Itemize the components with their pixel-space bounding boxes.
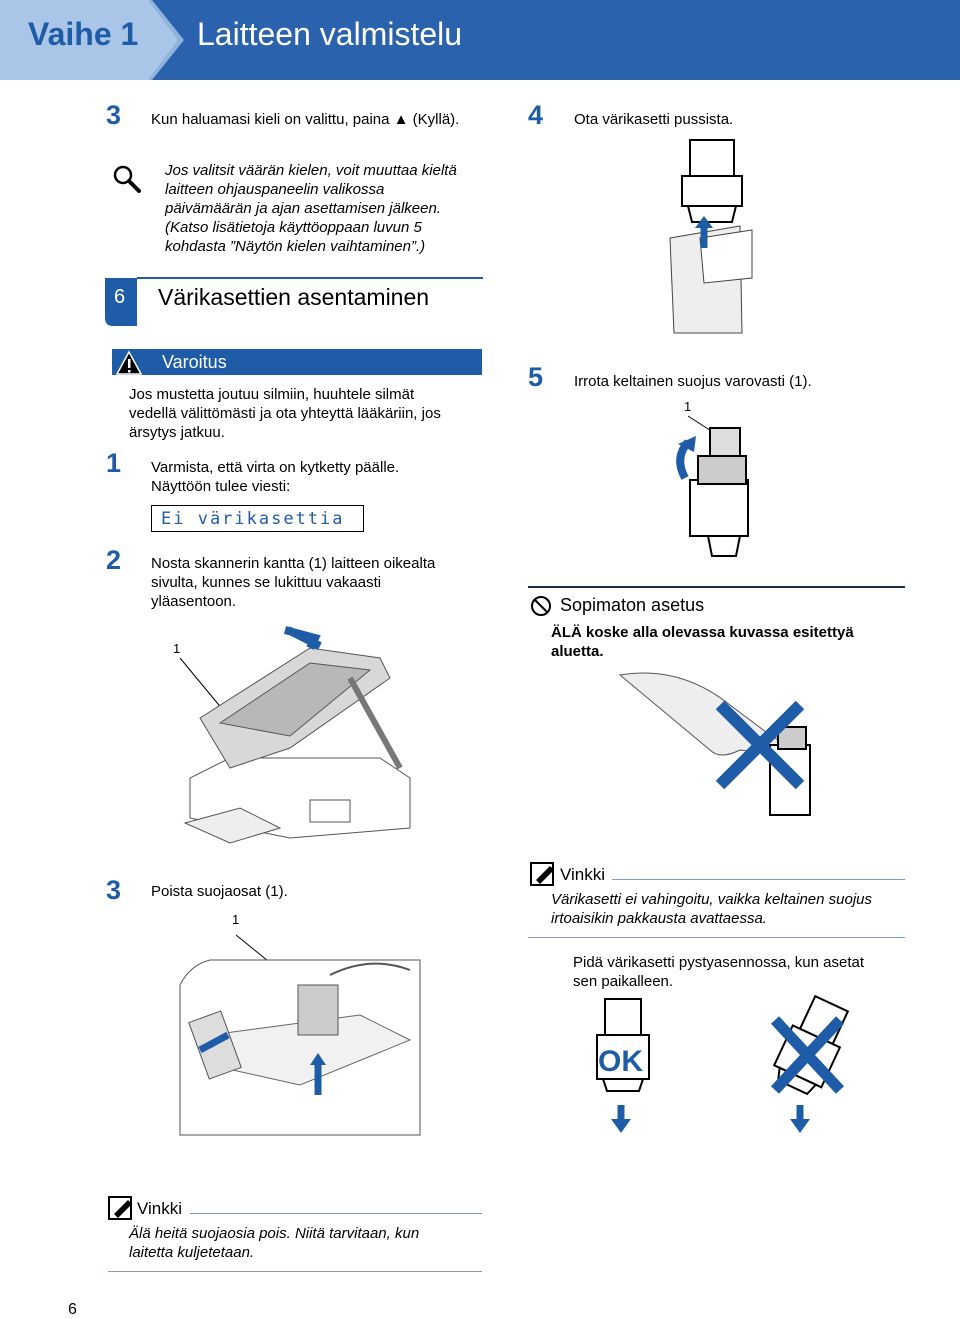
step-1-number: 1 <box>106 448 122 478</box>
note-line: kohdasta ”Näytön kielen vaihtaminen”.) <box>165 238 426 255</box>
warning-line: Jos mustetta joutuu silmiin, huuhtele silmät <box>129 386 415 403</box>
improper-line: ÄLÄ koske alla olevassa kuvassa esitettyä <box>551 624 854 641</box>
step-1-line: Varmista, että virta on kytketty päälle. <box>151 459 400 476</box>
step-2-line: sivulta, kunnes se lukittuu vakaasti <box>151 574 382 591</box>
step-2-text <box>151 554 435 611</box>
printer-lid-open-illustration <box>170 618 430 858</box>
step-4-number: 4 <box>528 100 544 130</box>
vinkki-rule <box>612 879 905 880</box>
note-line: Jos valitsit väärän kielen, voit muuttaa kieltä <box>165 162 457 179</box>
vinkki-bottom-rule <box>528 937 905 938</box>
step-3b-text: Poista suojaosat (1). <box>151 883 288 900</box>
vinkki-line: irtoaisikin pakkausta avattaessa. <box>551 910 767 927</box>
callout-number: 1 <box>232 912 240 927</box>
cartridge-in-bag-illustration <box>660 138 760 338</box>
vinkki-line: Älä heitä suojaosia pois. Niitä tarvitaan, kun <box>129 1225 420 1242</box>
vinkki-title: Vinkki <box>560 865 606 884</box>
note-line: päivämäärän ja ajan asettamisen jälkeen. <box>165 200 441 217</box>
step-2-line: Nosta skannerin kantta (1) laitteen oikealta <box>151 555 436 572</box>
improper-line: aluetta. <box>551 643 604 660</box>
step-2-line: yläasentoon. <box>151 593 237 610</box>
warning-line: vedellä välittömästi ja ota yhteyttä lääkäriin, jos <box>129 405 441 422</box>
header-band <box>0 0 960 80</box>
lcd-message: Ei värikasettia <box>151 505 364 532</box>
tilted-cartridge-illustration <box>760 995 860 1135</box>
upright-line: sen paikalleen. <box>573 973 674 990</box>
step-3b-number: 3 <box>106 875 122 905</box>
remove-yellow-cap-illustration <box>670 418 770 568</box>
warning-line: ärsytys jatkuu. <box>129 424 225 441</box>
vinkki-line: Värikasetti ei vahingoitu, vaikka keltainen suojus <box>551 891 873 908</box>
prohibited-icon <box>530 595 552 617</box>
step-1-line: Näyttöön tulee viesti: <box>151 478 291 495</box>
page-title: Laitteen valmistelu <box>197 16 463 52</box>
vinkki-text <box>551 890 872 928</box>
note-block <box>165 161 457 256</box>
vinkki-bottom-rule <box>108 1271 482 1272</box>
ok-label: OK <box>598 1045 643 1078</box>
upright-text <box>573 953 864 991</box>
warning-icon <box>116 350 146 376</box>
note-line: laitteen ohjauspaneelin valikossa <box>165 181 385 198</box>
step-3-text: Kun haluamasi kieli on valittu, paina ▲ (Kyllä). <box>151 111 460 128</box>
warning-title: Varoitus <box>162 352 227 372</box>
section-title: Värikasettien asentaminen <box>158 284 430 310</box>
callout-number: 1 <box>173 641 181 656</box>
upright-line: Pidä värikasetti pystyasennossa, kun asetat <box>573 954 864 971</box>
step-5-text: Irrota keltainen suojus varovasti (1). <box>574 373 812 390</box>
section-number: 6 <box>114 286 126 308</box>
step-4-text: Ota värikasetti pussista. <box>574 111 734 128</box>
step-1-text <box>151 458 399 496</box>
warning-text <box>129 385 441 442</box>
pencil-note-icon <box>108 1196 136 1220</box>
vinkki-rule <box>190 1213 482 1214</box>
remove-protective-parts-illustration <box>180 945 440 1145</box>
improper-text <box>551 623 854 661</box>
vinkki-title: Vinkki <box>137 1199 183 1218</box>
improper-rule <box>528 586 905 588</box>
step-2-number: 2 <box>106 545 122 575</box>
note-line: (Katso lisätietoja käyttöoppaan luvun 5 <box>165 219 422 236</box>
step-5-number: 5 <box>528 362 544 392</box>
step-tab: Vaihe 1 <box>28 16 139 52</box>
page-number: 6 <box>68 1301 77 1318</box>
pencil-note-icon <box>530 862 558 886</box>
step-3-number: 3 <box>106 100 122 130</box>
callout-number: 1 <box>684 399 692 414</box>
vinkki-text <box>129 1224 419 1262</box>
improper-title: Sopimaton asetus <box>560 595 705 615</box>
vinkki-line: laitetta kuljetetaan. <box>129 1244 255 1261</box>
magnifier-icon <box>112 164 142 194</box>
do-not-touch-illustration <box>620 665 830 835</box>
